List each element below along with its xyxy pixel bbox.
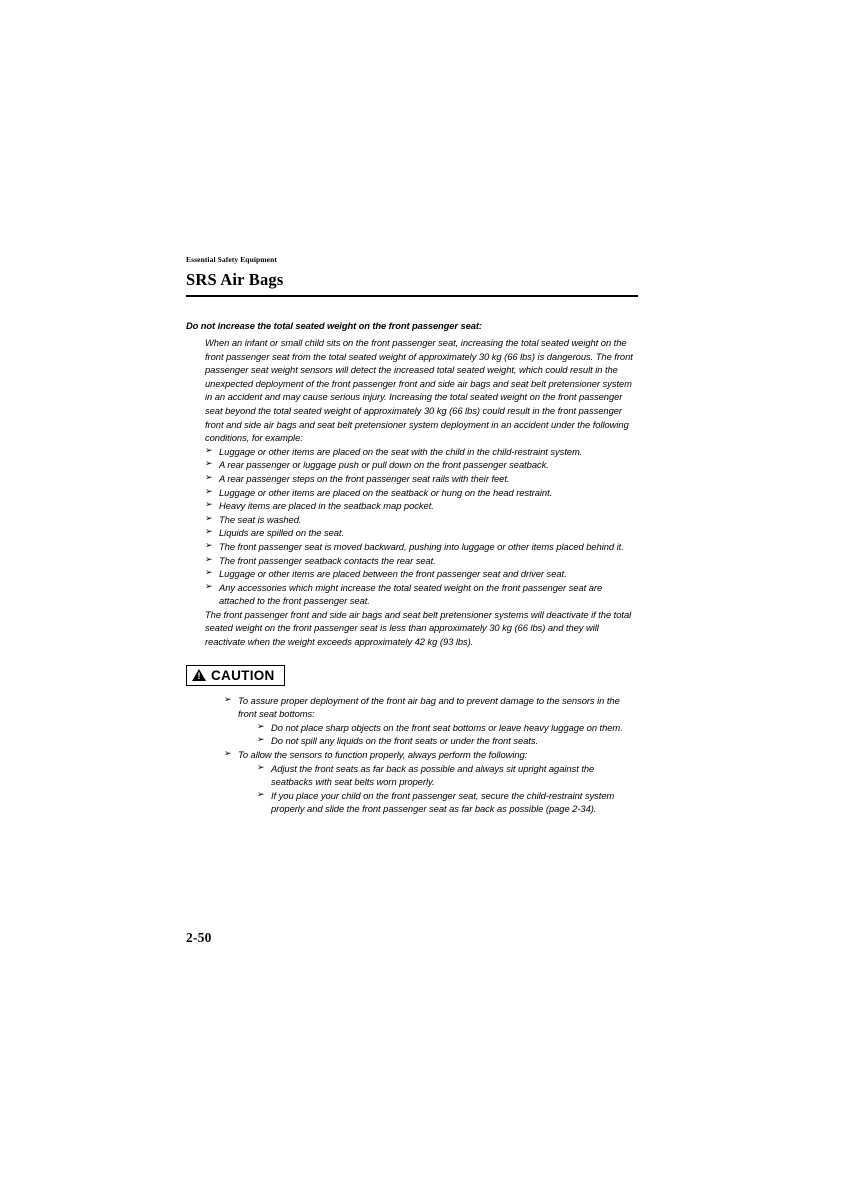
caution-label: CAUTION	[211, 667, 275, 683]
list-item-text: To assure proper deployment of the front air bag and to prevent damage to the sensors in the front seat bottoms:	[238, 694, 620, 720]
list-item	[224, 694, 638, 748]
list-item	[205, 445, 638, 459]
warning-triangle-icon: !	[192, 669, 206, 681]
list-item	[205, 472, 638, 486]
caution-sublist	[257, 721, 638, 748]
list-item-text: The front passenger seatback contacts the rear seat.	[219, 554, 436, 566]
list-item-text: The seat is washed.	[219, 513, 302, 525]
list-item	[257, 789, 638, 816]
title-divider	[186, 295, 638, 297]
arrow-bullet-icon: ➢	[205, 554, 213, 565]
list-item-text: Do not place sharp objects on the front seat bottoms or leave heavy luggage on them.	[271, 721, 623, 733]
arrow-bullet-icon: ➢	[257, 762, 265, 773]
caution-badge	[186, 665, 285, 686]
arrow-bullet-icon: ➢	[205, 486, 213, 497]
arrow-bullet-icon: ➢	[205, 568, 213, 579]
section-heading: Do not increase the total seated weight on the front passenger seat:	[186, 320, 482, 331]
list-item	[205, 526, 638, 540]
list-item	[205, 581, 638, 608]
list-item-text: Heavy items are placed in the seatback map pocket.	[219, 500, 434, 512]
list-item	[224, 748, 638, 816]
arrow-bullet-icon: ➢	[205, 445, 213, 456]
arrow-bullet-icon: ➢	[257, 721, 265, 732]
list-item-text: The front passenger seat is moved backward, pushing into luggage or other items placed behind it.	[219, 540, 624, 552]
page-content	[186, 255, 638, 816]
arrow-bullet-icon: ➢	[205, 581, 213, 592]
arrow-bullet-icon: ➢	[205, 459, 213, 470]
caution-sublist	[257, 762, 638, 816]
list-item-text: To allow the sensors to function properly, always perform the following:	[238, 749, 528, 761]
conditions-list	[205, 445, 638, 608]
breadcrumb: Essential Safety Equipment	[186, 255, 277, 264]
list-item-text: Luggage or other items are placed between the front passenger seat and driver seat.	[219, 568, 567, 580]
list-item	[205, 567, 638, 581]
list-item	[257, 762, 638, 789]
list-item-text: Do not spill any liquids on the front seats or under the front seats.	[271, 735, 539, 747]
page-number: 2-50	[186, 930, 212, 945]
list-item-text: Any accessories which might increase the total seated weight on the front passenger seat are attached to the front passenger seat.	[219, 581, 603, 607]
caution-list	[224, 694, 638, 816]
arrow-bullet-icon: ➢	[205, 472, 213, 483]
list-item	[205, 486, 638, 500]
arrow-bullet-icon: ➢	[224, 749, 232, 760]
section-intro-paragraph: When an infant or small child sits on the front passenger seat, increasing the total seated weight on the front passenger seat from the total seated weight of approximately 30 kg (66 lbs) is dangerous. The front passenger seat weight sensors will detect the increased total seated weight, which could result in the unexpected deployment of the front passenger front and side air bags and seat belt pretensioner system in an accident and may cause serious injury. Increasing the total seated weight on the front passenger seat beyond the total seated weight of approximately 30 kg (66 lbs) could result in the front passenger front and side air bags and seat belt pretensioner system deployment in an accident under the following conditions, for example:	[205, 337, 633, 444]
list-item-text: Luggage or other items are placed on the seatback or hung on the head restraint.	[219, 486, 553, 498]
list-item	[257, 734, 638, 748]
list-item	[205, 499, 638, 513]
list-item-text: A rear passenger steps on the front passenger seat rails with their feet.	[219, 472, 510, 484]
arrow-bullet-icon: ➢	[205, 540, 213, 551]
arrow-bullet-icon: ➢	[205, 513, 213, 524]
list-item	[205, 513, 638, 527]
list-item-text: A rear passenger or luggage push or pull down on the front passenger seatback.	[219, 459, 549, 471]
caution-content	[205, 694, 638, 816]
section-closing-paragraph: The front passenger front and side air bags and seat belt pretensioner systems will deactivate if the total seated weight on the front passenger seat is less than approximately 30 kg (66 lbs) and they will reactivate when the weight exceeds approximately 42 kg (93 lbs).	[205, 608, 632, 648]
arrow-bullet-icon: ➢	[257, 789, 265, 800]
list-item	[205, 540, 638, 554]
arrow-bullet-icon: ➢	[224, 694, 232, 705]
list-item-text: Luggage or other items are placed on the seat with the child in the child-restraint system.	[219, 445, 583, 457]
list-item	[205, 458, 638, 472]
arrow-bullet-icon: ➢	[205, 500, 213, 511]
arrow-bullet-icon: ➢	[205, 527, 213, 538]
list-item	[257, 721, 638, 735]
list-item-text: Liquids are spilled on the seat.	[219, 527, 345, 539]
page-title: SRS Air Bags	[186, 270, 284, 289]
list-item	[205, 554, 638, 568]
list-item-text: If you place your child on the front passenger seat, secure the child-restraint system properly and slide the front passenger seat as far back as possible (page 2-34).	[271, 789, 615, 815]
list-item-text: Adjust the front seats as far back as possible and always sit upright against the seatbacks with seat belts worn properly.	[271, 762, 595, 788]
arrow-bullet-icon: ➢	[257, 735, 265, 746]
